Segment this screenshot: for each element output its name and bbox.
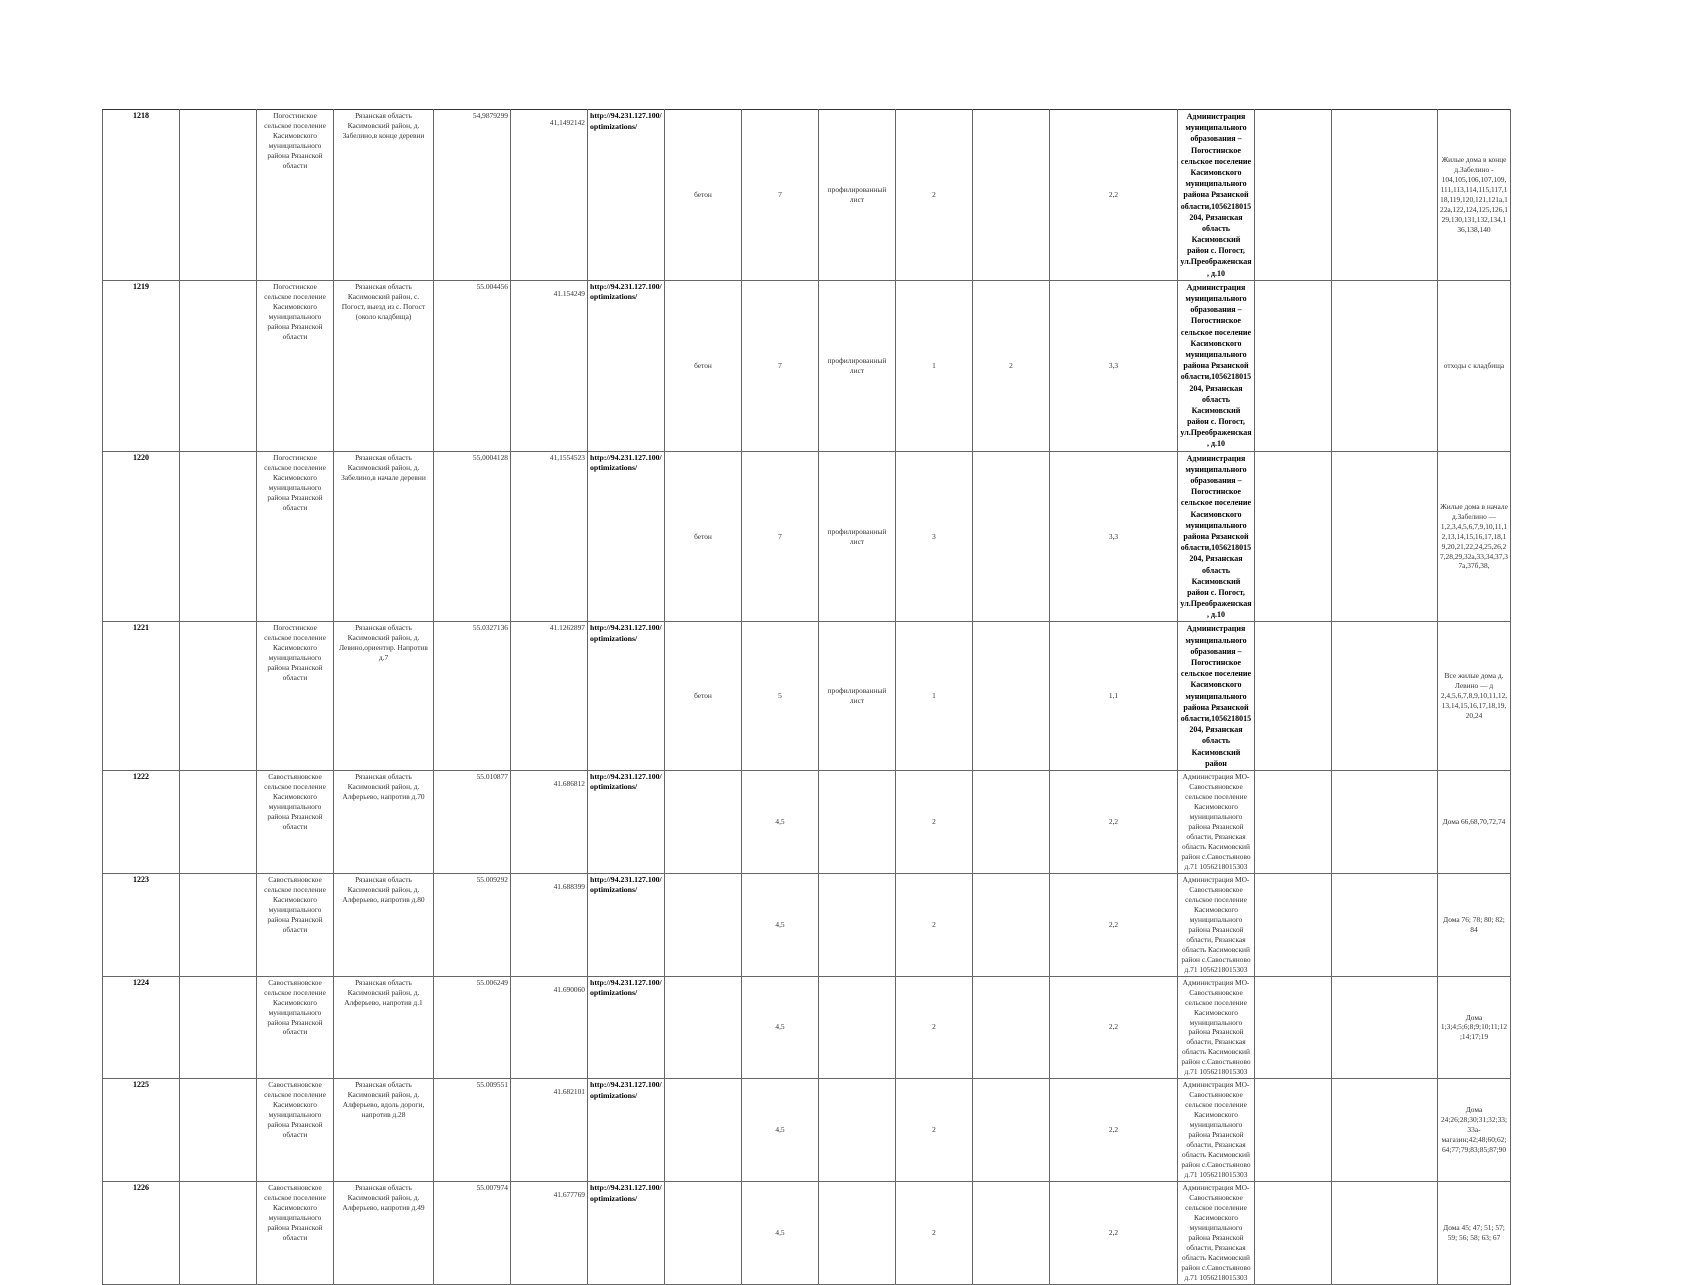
- settlement-cell: Погостинское сельское поселение Касимовского муниципального района Рязанской области: [257, 622, 334, 770]
- address-cell: Рязанская область Касимовский район, д. Алферьево, вдоль дороги, напротив д.28: [334, 1079, 434, 1182]
- volume-cell: 1,1: [1050, 622, 1178, 770]
- row-number: 1225: [103, 1079, 180, 1182]
- fence-cell: профилированный лист: [819, 451, 896, 622]
- bunkers-cell: [973, 622, 1050, 770]
- fence-cell: профилированный лист: [819, 110, 896, 281]
- bunkers-cell: 2: [973, 280, 1050, 451]
- owner-cell: Администрация муниципального образования – Погостинское сельское поселение Касимовского муниципального района Рязанской области,1056218015204, Рязанская область Касимовский район с. Погост, ул.Преображенская, д.10: [1178, 451, 1255, 622]
- area-cell: 4,5: [742, 1182, 819, 1285]
- table-row: [103, 622, 1511, 770]
- fence-cell: [819, 1182, 896, 1285]
- empty-cell: [180, 770, 257, 873]
- fence-cell: профилированный лист: [819, 622, 896, 770]
- volume-cell: 3,3: [1050, 280, 1178, 451]
- map-link[interactable]: http://94.231.127.100/optimizations/: [588, 976, 665, 1079]
- settlement-cell: Савостьяновское сельское поселение Касимовского муниципального района Рязанской области: [257, 976, 334, 1079]
- longitude-cell: 41.682101: [511, 1079, 588, 1182]
- bunkers-cell: [973, 770, 1050, 873]
- latitude-cell: 55.004456: [434, 280, 511, 451]
- settlement-cell: Савостьяновское сельское поселение Касимовского муниципального района Рязанской области: [257, 1079, 334, 1182]
- address-cell: Рязанская область Касимовский район, д. Забелино,в конце деревни: [334, 110, 434, 281]
- empty-cell: [180, 1079, 257, 1182]
- area-cell: 4,5: [742, 1079, 819, 1182]
- containers-cell: 1: [896, 622, 973, 770]
- fence-cell: [819, 1079, 896, 1182]
- empty-cell: [1332, 451, 1438, 622]
- empty-cell: [1255, 873, 1332, 976]
- table-row: [103, 451, 1511, 622]
- table-row: [103, 1182, 1511, 1285]
- surface-cell: бетон: [665, 110, 742, 281]
- empty-cell: [1255, 1182, 1332, 1285]
- map-link[interactable]: http://94.231.127.100/optimizations/: [588, 873, 665, 976]
- map-link[interactable]: http://94.231.127.100/optimizations/: [588, 110, 665, 281]
- area-cell: 5: [742, 622, 819, 770]
- settlement-cell: Савостьяновское сельское поселение Касимовского муниципального района Рязанской области: [257, 873, 334, 976]
- containers-cell: 2: [896, 1182, 973, 1285]
- sources-cell: Все жилые дома д. Левино — д 2,4,5,6,7,8,9,10,11,12,13,14,15,16,17,18,19,20,24: [1438, 622, 1511, 770]
- address-cell: Рязанская область Касимовский район, д. Алферьево, напротив д.49: [334, 1182, 434, 1285]
- fence-cell: [819, 976, 896, 1079]
- registry-table-body: [103, 110, 1511, 1285]
- latitude-cell: 55.010877: [434, 770, 511, 873]
- empty-cell: [1332, 1079, 1438, 1182]
- area-cell: 4,5: [742, 873, 819, 976]
- row-number: 1224: [103, 976, 180, 1079]
- fence-cell: [819, 873, 896, 976]
- empty-cell: [180, 622, 257, 770]
- area-cell: 7: [742, 110, 819, 281]
- address-cell: Рязанская область Касимовский район, д. Левино,ориентир. Напротив д.7: [334, 622, 434, 770]
- empty-cell: [180, 873, 257, 976]
- surface-cell: бетон: [665, 622, 742, 770]
- latitude-cell: 55.006249: [434, 976, 511, 1079]
- owner-cell: Администрация МО-Савостьяновское сельское поселение Касимовского муниципального района Рязанской области, Рязанская область Касимовский район с.Савостьяново д.71 1056218015303: [1178, 976, 1255, 1079]
- sources-cell: Дома 45; 47; 51; 57; 59; 56; 58; 63; 67: [1438, 1182, 1511, 1285]
- row-number: 1219: [103, 280, 180, 451]
- empty-cell: [180, 451, 257, 622]
- containers-cell: 2: [896, 1079, 973, 1182]
- address-cell: Рязанская область Касимовский район, д. Алферьево, напротив д.70: [334, 770, 434, 873]
- owner-cell: Администрация МО-Савостьяновское сельское поселение Касимовского муниципального района Рязанской области, Рязанская область Касимовский район с.Савостьяново д.71 1056218015303: [1178, 873, 1255, 976]
- bunkers-cell: [973, 110, 1050, 281]
- sources-cell: Жилые дома в конце д.Забелино - 104,105,106,107,109,111,113,114,115,117,118,119,120,121,121а,122а,122,124,125,126,129,130,131,132,134,136,138,140: [1438, 110, 1511, 281]
- volume-cell: 2,2: [1050, 110, 1178, 281]
- longitude-cell: 41.688399: [511, 873, 588, 976]
- row-number: 1218: [103, 110, 180, 281]
- empty-cell: [180, 976, 257, 1079]
- containers-cell: 3: [896, 451, 973, 622]
- empty-cell: [180, 1182, 257, 1285]
- registry-table: [102, 109, 1511, 1285]
- map-link[interactable]: http://94.231.127.100/optimizations/: [588, 1079, 665, 1182]
- map-link[interactable]: http://94.231.127.100/optimizations/: [588, 770, 665, 873]
- map-link[interactable]: http://94.231.127.100/optimizations/: [588, 280, 665, 451]
- surface-cell: [665, 873, 742, 976]
- bunkers-cell: [973, 451, 1050, 622]
- latitude-cell: 54,9879299: [434, 110, 511, 281]
- owner-cell: Администрация муниципального образования – Погостинское сельское поселение Касимовского муниципального района Рязанской области,1056218015204, Рязанская область Касимовский район: [1178, 622, 1255, 770]
- empty-cell: [1332, 770, 1438, 873]
- settlement-cell: Погостинское сельское поселение Касимовского муниципального района Рязанской области: [257, 451, 334, 622]
- empty-cell: [180, 110, 257, 281]
- owner-cell: Администрация МО-Савостьяновское сельское поселение Касимовского муниципального района Рязанской области, Рязанская область Касимовский район с.Савостьяново д.71 1056218015303: [1178, 770, 1255, 873]
- fence-cell: профилированный лист: [819, 280, 896, 451]
- surface-cell: [665, 770, 742, 873]
- empty-cell: [1255, 451, 1332, 622]
- address-cell: Рязанская область Касимовский район, д. Алферьево, напротив д.1: [334, 976, 434, 1079]
- map-link[interactable]: http://94.231.127.100/optimizations/: [588, 1182, 665, 1285]
- latitude-cell: 55.009551: [434, 1079, 511, 1182]
- bunkers-cell: [973, 1182, 1050, 1285]
- row-number: 1220: [103, 451, 180, 622]
- volume-cell: 2,2: [1050, 976, 1178, 1079]
- longitude-cell: 41.154249: [511, 280, 588, 451]
- longitude-cell: 41,1492142: [511, 110, 588, 281]
- area-cell: 7: [742, 451, 819, 622]
- volume-cell: 2,2: [1050, 873, 1178, 976]
- bunkers-cell: [973, 873, 1050, 976]
- bunkers-cell: [973, 1079, 1050, 1182]
- empty-cell: [1332, 1182, 1438, 1285]
- area-cell: 4,5: [742, 770, 819, 873]
- table-row: [103, 280, 1511, 451]
- volume-cell: 2,2: [1050, 1182, 1178, 1285]
- row-number: 1222: [103, 770, 180, 873]
- sources-cell: Жилые дома в начале д.Забелино — 1,2,3,4,5,6,7,9,10,11,12,13,14,15,16,17,18,19,20,21,22,24,25,26,27,28,29,32а,33,34,37,37а,37б,38,: [1438, 451, 1511, 622]
- containers-cell: 1: [896, 280, 973, 451]
- containers-cell: 2: [896, 873, 973, 976]
- row-number: 1223: [103, 873, 180, 976]
- surface-cell: бетон: [665, 451, 742, 622]
- volume-cell: 2,2: [1050, 770, 1178, 873]
- settlement-cell: Савостьяновское сельское поселение Касимовского муниципального района Рязанской области: [257, 1182, 334, 1285]
- empty-cell: [1255, 280, 1332, 451]
- empty-cell: [1255, 110, 1332, 281]
- table-row: [103, 110, 1511, 281]
- empty-cell: [1332, 280, 1438, 451]
- row-number: 1221: [103, 622, 180, 770]
- empty-cell: [1332, 976, 1438, 1079]
- table-row: [103, 770, 1511, 873]
- empty-cell: [1332, 110, 1438, 281]
- latitude-cell: 55.007974: [434, 1182, 511, 1285]
- latitude-cell: 55.009292: [434, 873, 511, 976]
- latitude-cell: 55,0004128: [434, 451, 511, 622]
- empty-cell: [1255, 976, 1332, 1079]
- empty-cell: [1332, 873, 1438, 976]
- settlement-cell: Погостинское сельское поселение Касимовского муниципального района Рязанской области: [257, 280, 334, 451]
- table-row: [103, 873, 1511, 976]
- area-cell: 7: [742, 280, 819, 451]
- surface-cell: [665, 1079, 742, 1182]
- containers-cell: 2: [896, 976, 973, 1079]
- address-cell: Рязанская область Касимовский район, д. Забелино,в начале деревни: [334, 451, 434, 622]
- owner-cell: Администрация МО-Савостьяновское сельское поселение Касимовского муниципального района Рязанской области, Рязанская область Касимовский район с.Савостьяново д.71 1056218015303: [1178, 1182, 1255, 1285]
- address-cell: Рязанская область Касимовский район, с. Погост, выезд из с. Погост (около кладбища): [334, 280, 434, 451]
- longitude-cell: 41,1554523: [511, 451, 588, 622]
- table-row: [103, 976, 1511, 1079]
- settlement-cell: Савостьяновское сельское поселение Касимовского муниципального района Рязанской области: [257, 770, 334, 873]
- settlement-cell: Погостинское сельское поселение Касимовского муниципального района Рязанской области: [257, 110, 334, 281]
- row-number: 1226: [103, 1182, 180, 1285]
- longitude-cell: 41.1262897: [511, 622, 588, 770]
- fence-cell: [819, 770, 896, 873]
- sources-cell: Дома 24;26;28;30;31;32;33; 33а-магазин;42;48;60;62;64;77;79;83;85;87;90: [1438, 1079, 1511, 1182]
- map-link[interactable]: http://94.231.127.100/optimizations/: [588, 451, 665, 622]
- empty-cell: [1255, 622, 1332, 770]
- longitude-cell: 41.690060: [511, 976, 588, 1079]
- containers-cell: 2: [896, 770, 973, 873]
- owner-cell: Администрация МО-Савостьяновское сельское поселение Касимовского муниципального района Рязанской области, Рязанская область Касимовский район с.Савостьяново д.71 1056218015303: [1178, 1079, 1255, 1182]
- bunkers-cell: [973, 976, 1050, 1079]
- empty-cell: [1255, 1079, 1332, 1182]
- sources-cell: отходы с кладбища: [1438, 280, 1511, 451]
- empty-cell: [1332, 622, 1438, 770]
- surface-cell: [665, 976, 742, 1079]
- map-link[interactable]: http://94.231.127.100/optimizations/: [588, 622, 665, 770]
- longitude-cell: 41.677769: [511, 1182, 588, 1285]
- owner-cell: Администрация муниципального образования – Погостинское сельское поселение Касимовского муниципального района Рязанской области,1056218015204, Рязанская область Касимовский район с. Погост, ул.Преображенская, д.10: [1178, 110, 1255, 281]
- containers-cell: 2: [896, 110, 973, 281]
- area-cell: 4,5: [742, 976, 819, 1079]
- owner-cell: Администрация муниципального образования – Погостинское сельское поселение Касимовского муниципального района Рязанской области,1056218015204, Рязанская область Касимовский район с. Погост, ул.Преображенская, д.10: [1178, 280, 1255, 451]
- empty-cell: [1255, 770, 1332, 873]
- surface-cell: [665, 1182, 742, 1285]
- surface-cell: бетон: [665, 280, 742, 451]
- address-cell: Рязанская область Касимовский район, д. Алферьево, напротив д.80: [334, 873, 434, 976]
- sources-cell: Дома 66,68,70,72,74: [1438, 770, 1511, 873]
- latitude-cell: 55.0327136: [434, 622, 511, 770]
- sources-cell: Дома 76; 78; 80; 82; 84: [1438, 873, 1511, 976]
- table-row: [103, 1079, 1511, 1182]
- sources-cell: Дома 1;3;4;5;6;8;9;10;11;12;14;17;19: [1438, 976, 1511, 1079]
- longitude-cell: 41.686812: [511, 770, 588, 873]
- volume-cell: 3,3: [1050, 451, 1178, 622]
- empty-cell: [180, 280, 257, 451]
- volume-cell: 2,2: [1050, 1079, 1178, 1182]
